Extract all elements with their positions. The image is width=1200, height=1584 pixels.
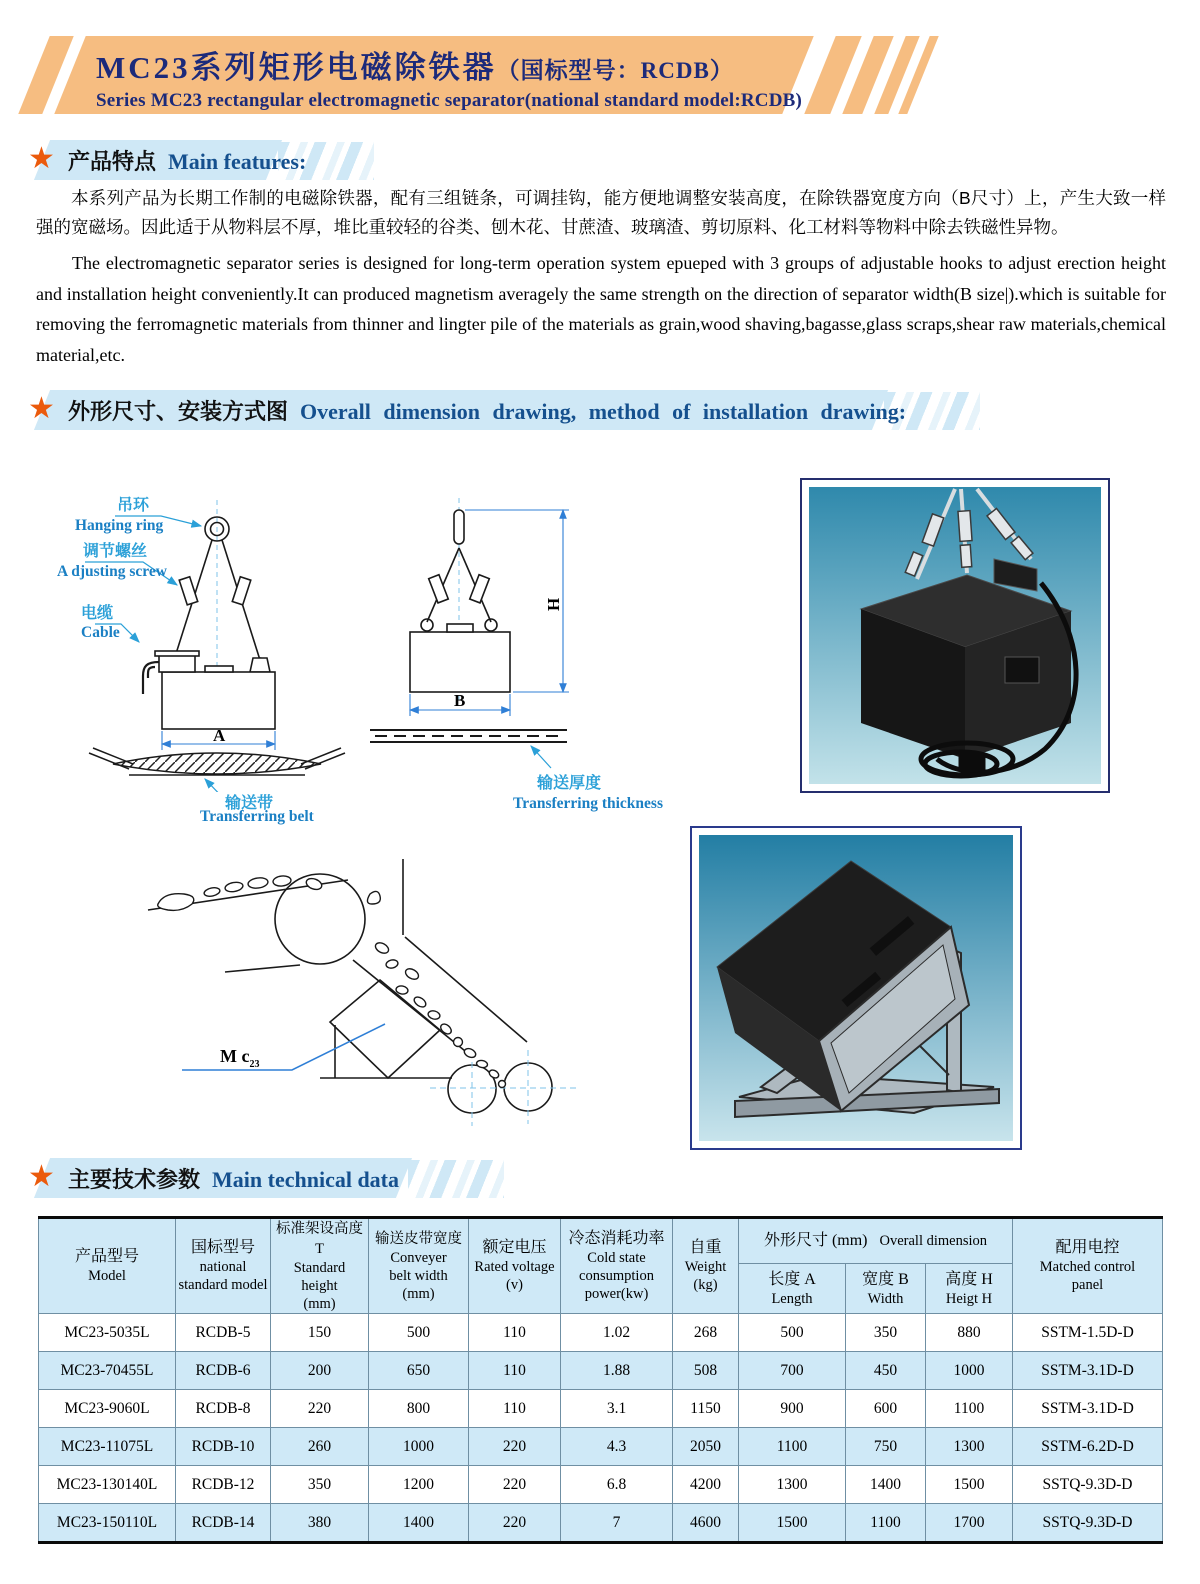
roller-centerlines <box>430 1050 578 1126</box>
table-cell: 2050 <box>673 1428 739 1466</box>
adjusting-screw-label-en: A djusting screw <box>57 563 167 580</box>
section-title-cn: 产品特点 <box>68 149 157 174</box>
section-title-cn: 外形尺寸、安装方式图 <box>68 399 289 424</box>
table-cell: 110 <box>469 1314 561 1352</box>
col-header-model: 产品型号 Model <box>39 1218 176 1314</box>
table-cell: RCDB-12 <box>176 1466 271 1504</box>
table-row <box>39 1428 1163 1466</box>
table-cell: 1300 <box>739 1466 846 1504</box>
table-cell: 220 <box>469 1428 561 1466</box>
hanging-ring-label-en: Hanging ring <box>75 517 164 534</box>
table-row <box>39 1504 1163 1543</box>
dimension-drawing-front <box>55 472 405 797</box>
features-paragraph-en: The electromagnetic separator series is designed for long-term operation system epueped with 3 groups of adjustable hooks to adjust erection height and installation height conveniently.It can produced magnetism averagely the same strength on the direction of separator width(B size|).which is suitable for removing the ferromagnetic materials from thinner and lingter pile of the materials as grain,wood shaving,bagasse,glass scraps,shear raw materials,chemical material,etc. <box>36 253 1166 365</box>
separator-outline <box>410 510 510 692</box>
col-header-voltage: 额定电压 Rated voltage (v) <box>469 1218 561 1314</box>
table-cell: 220 <box>469 1466 561 1504</box>
table-cell: 1.02 <box>561 1314 673 1352</box>
table-cell: 4200 <box>673 1466 739 1504</box>
table-cell: 1100 <box>739 1428 846 1466</box>
table-cell: 500 <box>369 1314 469 1352</box>
mc23-leader <box>182 1024 385 1070</box>
table-cell: MC23-11075L <box>39 1428 176 1466</box>
table-cell: 110 <box>469 1352 561 1390</box>
dim-h-label: H <box>544 597 563 611</box>
table-cell: 3.1 <box>561 1390 673 1428</box>
table-cell: RCDB-10 <box>176 1428 271 1466</box>
col-header-width: 宽度 B Width <box>846 1264 926 1314</box>
table-cell: 350 <box>846 1314 926 1352</box>
section-technical-title <box>68 1163 399 1194</box>
table-cell: MC23-70455L <box>39 1352 176 1390</box>
table-cell: 1150 <box>673 1390 739 1428</box>
page-titles <box>96 42 802 112</box>
technical-data-table <box>38 1216 1162 1544</box>
table-cell: RCDB-5 <box>176 1314 271 1352</box>
col-header-height: 高度 H Heigt H <box>926 1264 1013 1314</box>
table-cell: 600 <box>846 1390 926 1428</box>
table-cell: 1500 <box>926 1466 1013 1504</box>
cable-label-en: Cable <box>81 624 120 641</box>
separator-outline <box>143 517 275 729</box>
table-cell: MC23-150110L <box>39 1504 176 1543</box>
mc23-label: M $c_{23}$ <box>220 1046 260 1070</box>
section-dimension-title <box>68 395 906 426</box>
material-pebbles <box>158 875 506 1087</box>
star-icon: ★ <box>28 141 55 176</box>
col-header-std-height: 标准架设高度T Standard height (mm) <box>271 1218 369 1314</box>
table-cell: 508 <box>673 1352 739 1390</box>
table-row <box>39 1352 1163 1390</box>
col-header-national: 国标型号 national standard model <box>176 1218 271 1314</box>
section-title-cn: 主要技术参数 <box>68 1167 201 1192</box>
table-cell: RCDB-14 <box>176 1504 271 1543</box>
table-cell: 700 <box>739 1352 846 1390</box>
section-band-stripes <box>408 1160 504 1198</box>
section-features-title <box>68 145 306 176</box>
table-cell: 500 <box>739 1314 846 1352</box>
conveyor-section <box>370 730 567 742</box>
table-cell: 1000 <box>369 1428 469 1466</box>
table-cell: SSTM-3.1D-D <box>1013 1390 1163 1428</box>
thickness-label-en: Transferring thickness <box>513 795 663 812</box>
col-header-panel: 配用电控 Matched control panel <box>1013 1218 1163 1314</box>
table-row <box>39 1390 1163 1428</box>
table-cell: 4.3 <box>561 1428 673 1466</box>
product-photo-suspended <box>800 478 1110 793</box>
page-title <box>96 42 802 87</box>
page-banner <box>0 36 1200 114</box>
table-cell: 350 <box>271 1466 369 1504</box>
table-cell: 650 <box>369 1352 469 1390</box>
dim-b-label: B <box>454 691 466 710</box>
belt-label-en: Transferring belt <box>200 808 314 825</box>
dim-a-label: A <box>213 726 226 745</box>
table-cell: 1300 <box>926 1428 1013 1466</box>
dimension-drawing-side <box>355 472 695 825</box>
page-title-paren: （国标型号：RCDB） <box>496 58 734 83</box>
table-cell: SSTM-3.1D-D <box>1013 1352 1163 1390</box>
table-cell: 1500 <box>739 1504 846 1543</box>
table-cell: 800 <box>369 1390 469 1428</box>
cable-label-cn: 电缆 <box>81 605 114 622</box>
table-cell: MC23-5035L <box>39 1314 176 1352</box>
table-cell: 1100 <box>926 1390 1013 1428</box>
table-cell: 1.88 <box>561 1352 673 1390</box>
table-cell: 110 <box>469 1390 561 1428</box>
leader-lines <box>531 746 551 768</box>
section-title-en: Overall dimension drawing, method of installation drawing: <box>300 399 907 424</box>
table-cell: 1400 <box>369 1504 469 1543</box>
table-cell: SSTQ-9.3D-D <box>1013 1466 1163 1504</box>
star-icon: ★ <box>28 391 55 426</box>
table-cell: RCDB-6 <box>176 1352 271 1390</box>
hanging-ring-label-cn: 吊环 <box>117 497 150 514</box>
star-icon: ★ <box>28 1159 55 1194</box>
table-cell: 6.8 <box>561 1466 673 1504</box>
features-paragraph-cn: 本系列产品为长期工作制的电磁除铁器，配有三组链条，可调挂钩，能方便地调整安装高度，在除铁器宽度方向（B尺寸）上，产生大致一样强的宽磁场。因此适于从物料层不厚，堆比重较轻的谷类、刨木花、甘蔗渣、玻璃渣、剪切原料、化工材料等物料中除去铁磁性异物。 <box>36 188 1166 237</box>
table-cell: 200 <box>271 1352 369 1390</box>
table-cell: 380 <box>271 1504 369 1543</box>
table-cell: 7 <box>561 1504 673 1543</box>
table-cell: 1400 <box>846 1466 926 1504</box>
col-header-power: 冷态消耗功率 Cold state consumption power(kw) <box>561 1218 673 1314</box>
page-subtitle: Series MC23 rectangular electromagnetic separator(national standard model:RCDB) <box>96 90 803 111</box>
table-cell: 4600 <box>673 1504 739 1543</box>
section-title-en: Main technical data <box>212 1167 400 1192</box>
trough-belt <box>89 748 345 775</box>
table-cell: MC23-9060L <box>39 1390 176 1428</box>
table-cell: 220 <box>271 1390 369 1428</box>
belt-label-cn: 输送带 <box>225 795 274 812</box>
table-cell: 900 <box>739 1390 846 1428</box>
table-row <box>39 1466 1163 1504</box>
separator-box <box>320 980 452 1078</box>
product-photo-frame <box>690 826 1022 1150</box>
table-cell: SSTM-1.5D-D <box>1013 1314 1163 1352</box>
features-paragraphs <box>36 184 1166 370</box>
table-cell: 260 <box>271 1428 369 1466</box>
table-cell: 1000 <box>926 1352 1013 1390</box>
conveyor-lines <box>148 859 527 1055</box>
thickness-label-cn: 输送厚度 <box>537 775 602 792</box>
installation-drawing <box>130 852 630 1157</box>
table-cell: SSTM-6.2D-D <box>1013 1428 1163 1466</box>
table-row <box>39 1314 1163 1352</box>
page-title-main: MC23系列矩形电磁除铁器 <box>96 50 497 85</box>
table-cell: 1200 <box>369 1466 469 1504</box>
col-header-weight: 自重 Weight (kg) <box>673 1218 739 1314</box>
table-cell: 220 <box>469 1504 561 1543</box>
table-cell: 750 <box>846 1428 926 1466</box>
table-cell: 1100 <box>846 1504 926 1543</box>
col-header-belt-width: 输送皮带宽度 Conveyer belt width (mm) <box>369 1218 469 1314</box>
table-cell: 880 <box>926 1314 1013 1352</box>
adjusting-screw-label-cn: 调节螺丝 <box>83 543 148 560</box>
table-cell: 450 <box>846 1352 926 1390</box>
section-title-en: Main features: <box>168 149 307 174</box>
table-cell: 1700 <box>926 1504 1013 1543</box>
col-header-dimensions-group: 外形尺寸 (mm) Overall dimension <box>739 1218 1013 1264</box>
table-cell: SSTQ-9.3D-D <box>1013 1504 1163 1543</box>
col-header-length: 长度 A Length <box>739 1264 846 1314</box>
table-cell: RCDB-8 <box>176 1390 271 1428</box>
table-cell: 268 <box>673 1314 739 1352</box>
table-cell: MC23-130140L <box>39 1466 176 1504</box>
table-cell: 150 <box>271 1314 369 1352</box>
